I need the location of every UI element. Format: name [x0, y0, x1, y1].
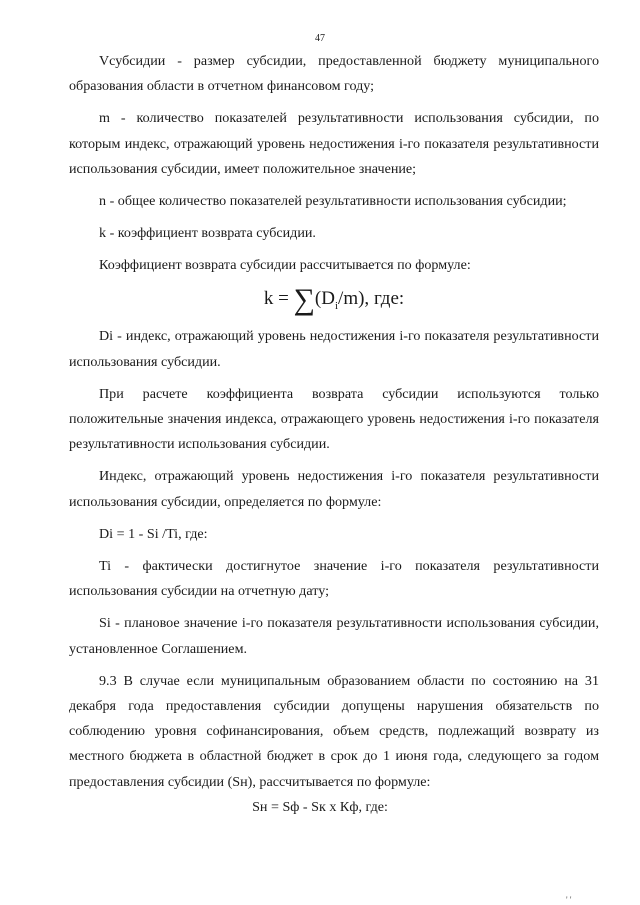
formula-k-close: /m),	[338, 287, 370, 309]
formula-k-tail: где:	[373, 287, 405, 309]
paragraph-k-definition: k - коэффициент возврата субсидии.	[99, 225, 316, 242]
formula-k-subscript: i	[334, 299, 339, 312]
paragraph-k-formula-intro: Коэффициент возврата субсидии рассчитывается по формуле:	[99, 257, 471, 274]
paragraph-positive-values: При расчете коэффициента возврата субсидии используются только положительные значения индекса, отражающего уровень недостижения i-го показателя результативности использования субсидии.	[69, 385, 599, 453]
footer-marks: ' '	[566, 895, 572, 905]
paragraph-m-definition: m - количество показателей результативности использования субсидии, по которым индекс, отражающий уровень недостижения i-го показателя результативности использования субсидии, имеет положительное значение;	[69, 110, 599, 177]
paragraph-si-definition: Si - плановое значение i-го показателя результативности использования субсидии, установленное Соглашением.	[69, 615, 599, 657]
formula-k	[69, 284, 599, 321]
formula-k-open: (D	[314, 287, 335, 309]
paragraph-di-definition: Di - индекс, отражающий уровень недостижения i-го показателя результативности использования субсидии.	[69, 328, 599, 370]
page-number: 47	[315, 33, 325, 44]
formula-sn: Sн = Sф - Sк x Кф, где:	[252, 799, 388, 815]
sum-symbol: ∑	[293, 282, 315, 316]
paragraph-9-3: 9.3 В случае если муниципальным образованием области по состоянию на 31 декабря года предоставления субсидии допущены нарушения обязательств по соблюдению уровня софинансирования, объем средств, подлежащий возврату из местного бюджета в областной бюджет в срок до 1 июня года, следующего за годом предоставления субсидии (Sн), рассчитывается по формуле:	[69, 672, 599, 790]
paragraph-v-subsidy: Vсубсидии - размер субсидии, предоставленной бюджету муниципального образования области в отчетном финансовом году;	[69, 53, 599, 95]
formula-di: Di = 1 - Si /Ti, где:	[99, 525, 208, 542]
document-body	[69, 49, 599, 802]
paragraph-index-formula-intro: Индекс, отражающий уровень недостижения i-го показателя результативности использования субсидии, определяется по формуле:	[69, 468, 599, 510]
formula-k-lhs: k =	[263, 287, 289, 309]
paragraph-n-definition: n - общее количество показателей результативности использования субсидии;	[99, 193, 567, 210]
paragraph-ti-definition: Ti - фактически достигнутое значение i-го показателя результативности использования субсидии на отчетную дату;	[69, 558, 599, 600]
